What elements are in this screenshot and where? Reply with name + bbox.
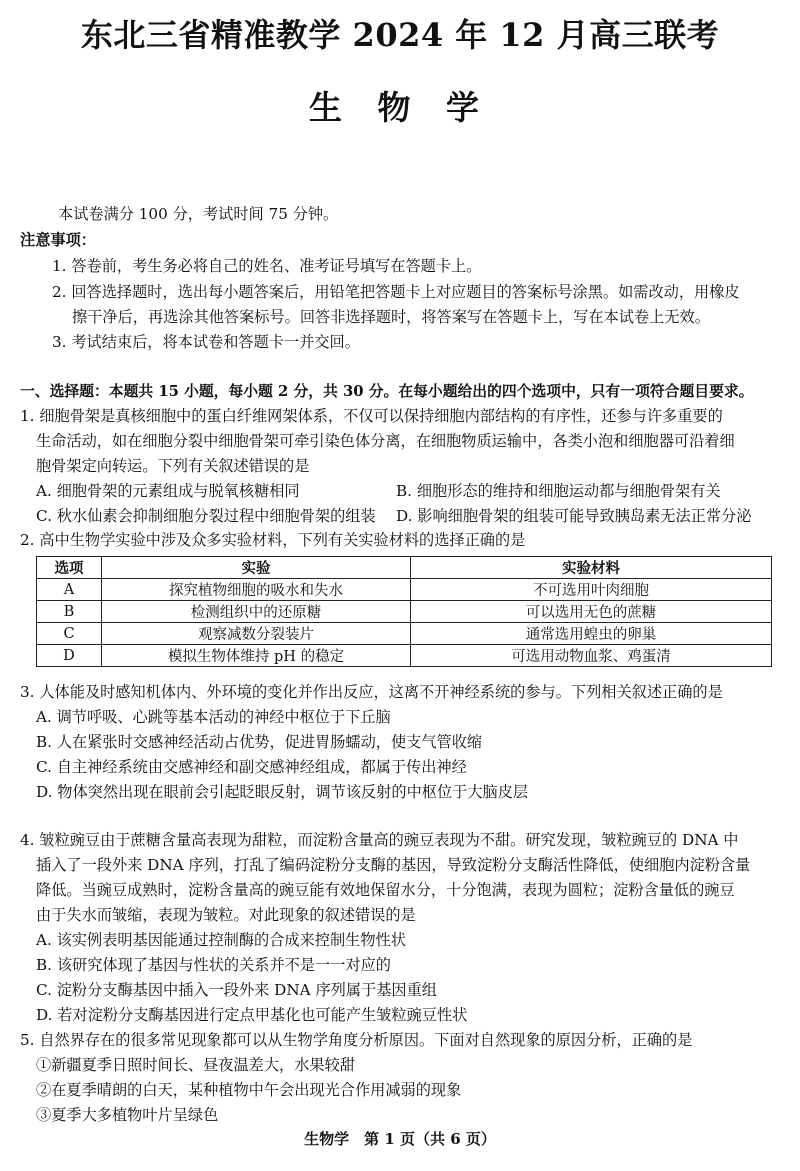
q1-option-b: B. 细胞形态的维持和细胞运动都与细胞骨架有关 xyxy=(396,482,721,500)
q2-stem: 2. 高中生物学实验中涉及众多实验材料，下列有关实验材料的选择正确的是 xyxy=(20,531,526,549)
q4-option-a: A. 该实例表明基因能通过控制酶的合成来控制生物性状 xyxy=(36,931,406,949)
table-row xyxy=(37,645,772,667)
q1-stem-line: 胞骨架定向转运。下列有关叙述错误的是 xyxy=(36,457,310,475)
table-cell: 不可选用叶肉细胞 xyxy=(411,579,772,601)
section-heading: 一、选择题：本题共 15 小题，每小题 2 分，共 30 分。在每小题给出的四个选项中，只有一项符合题目要求。 xyxy=(20,383,754,400)
notice-title: 注意事项： xyxy=(20,231,96,249)
table-row xyxy=(37,579,772,601)
table-cell: D xyxy=(37,645,102,667)
table-cell: B xyxy=(37,601,102,623)
table-cell: 通常选用蝗虫的卵巢 xyxy=(411,623,772,645)
table-row xyxy=(37,623,772,645)
subject-title: 生 物 学 xyxy=(309,88,491,127)
q3-stem: 3. 人体能及时感知机体内、外环境的变化并作出反应，这离不开神经系统的参与。下列相关叙述正确的是 xyxy=(20,683,723,701)
q1-option-c: C. 秋水仙素会抑制细胞分裂过程中细胞骨架的组装 xyxy=(36,507,376,525)
table-cell: 可选用动物血浆、鸡蛋清 xyxy=(411,645,772,667)
q3-option-c: C. 自主神经系统由交感神经和副交感神经组成，都属于传出神经 xyxy=(36,758,467,776)
notice-item: 1. 答卷前，考生务必将自己的姓名、准考证号填写在答题卡上。 xyxy=(52,257,482,275)
notice-item: 3. 考试结束后，将本试卷和答题卡一并交回。 xyxy=(52,333,360,351)
table-cell: A xyxy=(37,579,102,601)
q4-stem-line: 由于失水而皱缩，表现为皱粒。对此现象的叙述错误的是 xyxy=(36,906,416,924)
experiment-table xyxy=(36,556,772,667)
table-header: 实验材料 xyxy=(411,557,772,579)
exam-title: 东北三省精准教学 2024 年 12 月高三联考 xyxy=(80,16,720,54)
q4-stem-line: 插入了一段外来 DNA 序列，打乱了编码淀粉分支酶的基因，导致淀粉分支酶活性降低，使细胞内淀粉含量 xyxy=(36,856,751,874)
q4-option-c: C. 淀粉分支酶基因中插入一段外来 DNA 序列属于基因重组 xyxy=(36,981,437,999)
q3-option-a: A. 调节呼吸、心跳等基本活动的神经中枢位于下丘脑 xyxy=(36,708,391,726)
q5-item: ②在夏季晴朗的白天，某种植物中午会出现光合作用减弱的现象 xyxy=(36,1081,462,1099)
table-row xyxy=(37,601,772,623)
table-header-row xyxy=(37,557,772,579)
table-cell: 探究植物细胞的吸水和失水 xyxy=(102,579,411,601)
table-cell: 观察减数分裂装片 xyxy=(102,623,411,645)
table-cell: 检测组织中的还原糖 xyxy=(102,601,411,623)
table-header: 选项 xyxy=(37,557,102,579)
table-cell: 模拟生物体维持 pH 的稳定 xyxy=(102,645,411,667)
table-header: 实验 xyxy=(102,557,411,579)
notice-item: 擦干净后，再选涂其他答案标号。回答非选择题时，将答案写在答题卡上，写在本试卷上无效。 xyxy=(72,308,710,326)
table-cell: 可以选用无色的蔗糖 xyxy=(411,601,772,623)
q1-option-a: A. 细胞骨架的元素组成与脱氧核糖相同 xyxy=(36,482,300,500)
notice-item: 2. 回答选择题时，选出每小题答案后，用铅笔把答题卡上对应题目的答案标号涂黑。如需改动，用橡皮 xyxy=(52,283,740,301)
q4-stem-line: 4. 皱粒豌豆由于蔗糖含量高表现为甜粒，而淀粉含量高的豌豆表现为不甜。研究发现，皱粒豌豆的 DNA 中 xyxy=(20,831,739,849)
q1-option-d: D. 影响细胞骨架的组装可能导致胰岛素无法正常分泌 xyxy=(396,507,752,525)
q5-item: ③夏季大多植物叶片呈绿色 xyxy=(36,1106,219,1124)
q4-stem-line: 降低。当豌豆成熟时，淀粉含量高的豌豆能有效地保留水分，十分饱满，表现为圆粒；淀粉含量低的豌豆 xyxy=(36,881,735,899)
q3-option-b: B. 人在紧张时交感神经活动占优势，促进胃肠蠕动，使支气管收缩 xyxy=(36,733,483,751)
q1-stem-line: 1. 细胞骨架是真核细胞中的蛋白纤维网架体系，不仅可以保持细胞内部结构的有序性，还参与许多重要的 xyxy=(20,407,723,425)
q4-option-d: D. 若对淀粉分支酶基因进行定点甲基化也可能产生皱粒豌豆性状 xyxy=(36,1006,468,1024)
q5-item: ①新疆夏季日照时间长、昼夜温差大，水果较甜 xyxy=(36,1056,355,1074)
q3-option-d: D. 物体突然出现在眼前会引起眨眼反射，调节该反射的中枢位于大脑皮层 xyxy=(36,783,529,801)
table-cell: C xyxy=(37,623,102,645)
q5-stem: 5. 自然界存在的很多常见现象都可以从生物学角度分析原因。下面对自然现象的原因分析，正确的是 xyxy=(20,1031,693,1049)
q4-option-b: B. 该研究体现了基因与性状的关系并不是一一对应的 xyxy=(36,956,391,974)
q1-stem-line: 生命活动，如在细胞分裂中细胞骨架可牵引染色体分离，在细胞物质运输中，各类小泡和细胞器可沿着细 xyxy=(36,432,735,450)
page-footer: 生物学 第 1 页（共 6 页） xyxy=(304,1130,496,1148)
exam-info: 本试卷满分 100 分，考试时间 75 分钟。 xyxy=(58,205,339,223)
